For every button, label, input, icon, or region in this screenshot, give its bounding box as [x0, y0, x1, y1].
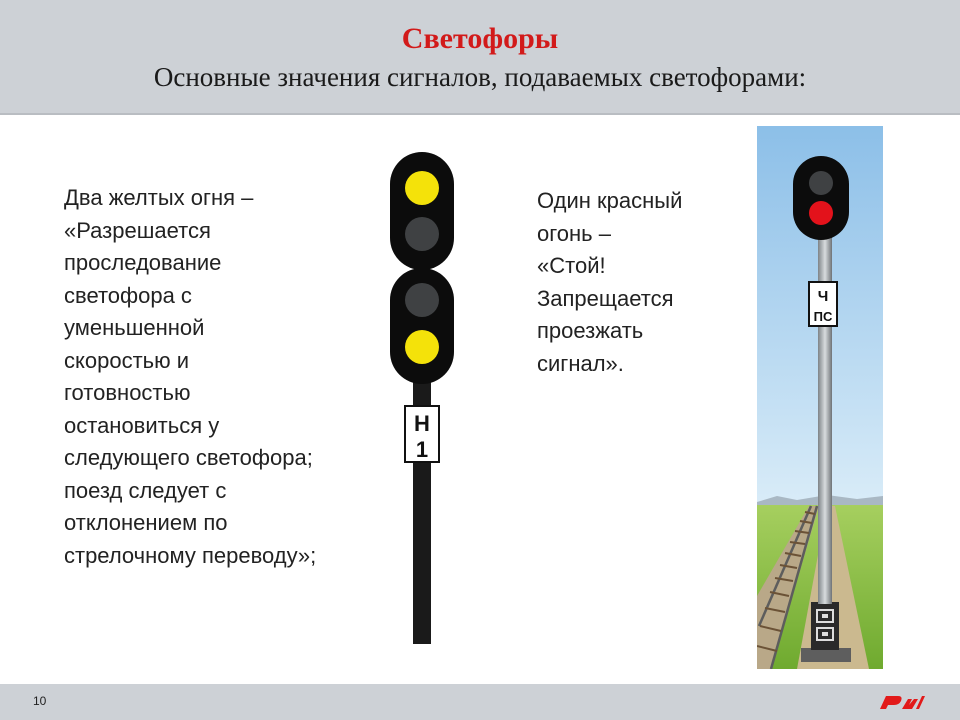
text-line: «Разрешается	[64, 217, 211, 243]
text-line: остановиться у	[64, 412, 220, 438]
header-bar	[0, 0, 960, 115]
yellow-lamp-lit	[405, 330, 439, 364]
text-line: скоростью и	[64, 347, 190, 373]
lamp-unlit	[405, 283, 439, 317]
lamp-unlit	[405, 217, 439, 251]
text-line: готовностью	[64, 380, 191, 405]
slide-subtitle: Основные значения сигналов, подаваемых светофорами:	[153, 62, 807, 92]
text-line: следующего светофора;	[64, 445, 313, 470]
plate-number: 1	[415, 437, 429, 462]
two-yellow-signal-illustration	[380, 148, 466, 646]
left-signal-description	[64, 182, 316, 572]
plate-letter: Ч	[817, 288, 829, 305]
lamp-unlit	[809, 171, 833, 195]
slide-title: Светофоры	[401, 22, 559, 55]
text-line: Один красный	[537, 188, 683, 213]
right-signal-description	[537, 185, 682, 380]
text-line: уменьшенной	[64, 315, 205, 340]
signal-head	[793, 156, 849, 240]
text-line: Запрещается	[537, 285, 674, 311]
signal-mast	[413, 348, 431, 644]
text-line: поезд следует с	[64, 477, 227, 503]
text-line: проезжать	[537, 318, 644, 343]
text-line: отклонением по	[64, 510, 228, 535]
signal-foundation	[801, 648, 851, 662]
red-lamp-lit	[809, 201, 833, 225]
signal-head-upper	[390, 152, 454, 270]
text-line: Два желтых огня –	[64, 185, 254, 210]
text-line: светофора с	[64, 282, 192, 308]
page-number: 10	[33, 694, 47, 708]
footer-bar	[0, 684, 960, 720]
text-line: огонь –	[537, 220, 611, 246]
rzd-logo-icon	[876, 689, 926, 715]
text-line: сигнал».	[537, 350, 624, 376]
plate-code: ПС	[813, 309, 833, 324]
plate-letter: Н	[414, 411, 430, 436]
text-line: проследование	[64, 250, 222, 275]
yellow-lamp-lit	[405, 171, 439, 205]
red-signal-illustration	[757, 126, 883, 669]
text-line: стрелочному переводу»;	[64, 542, 317, 568]
text-line: «Стой!	[537, 253, 606, 278]
